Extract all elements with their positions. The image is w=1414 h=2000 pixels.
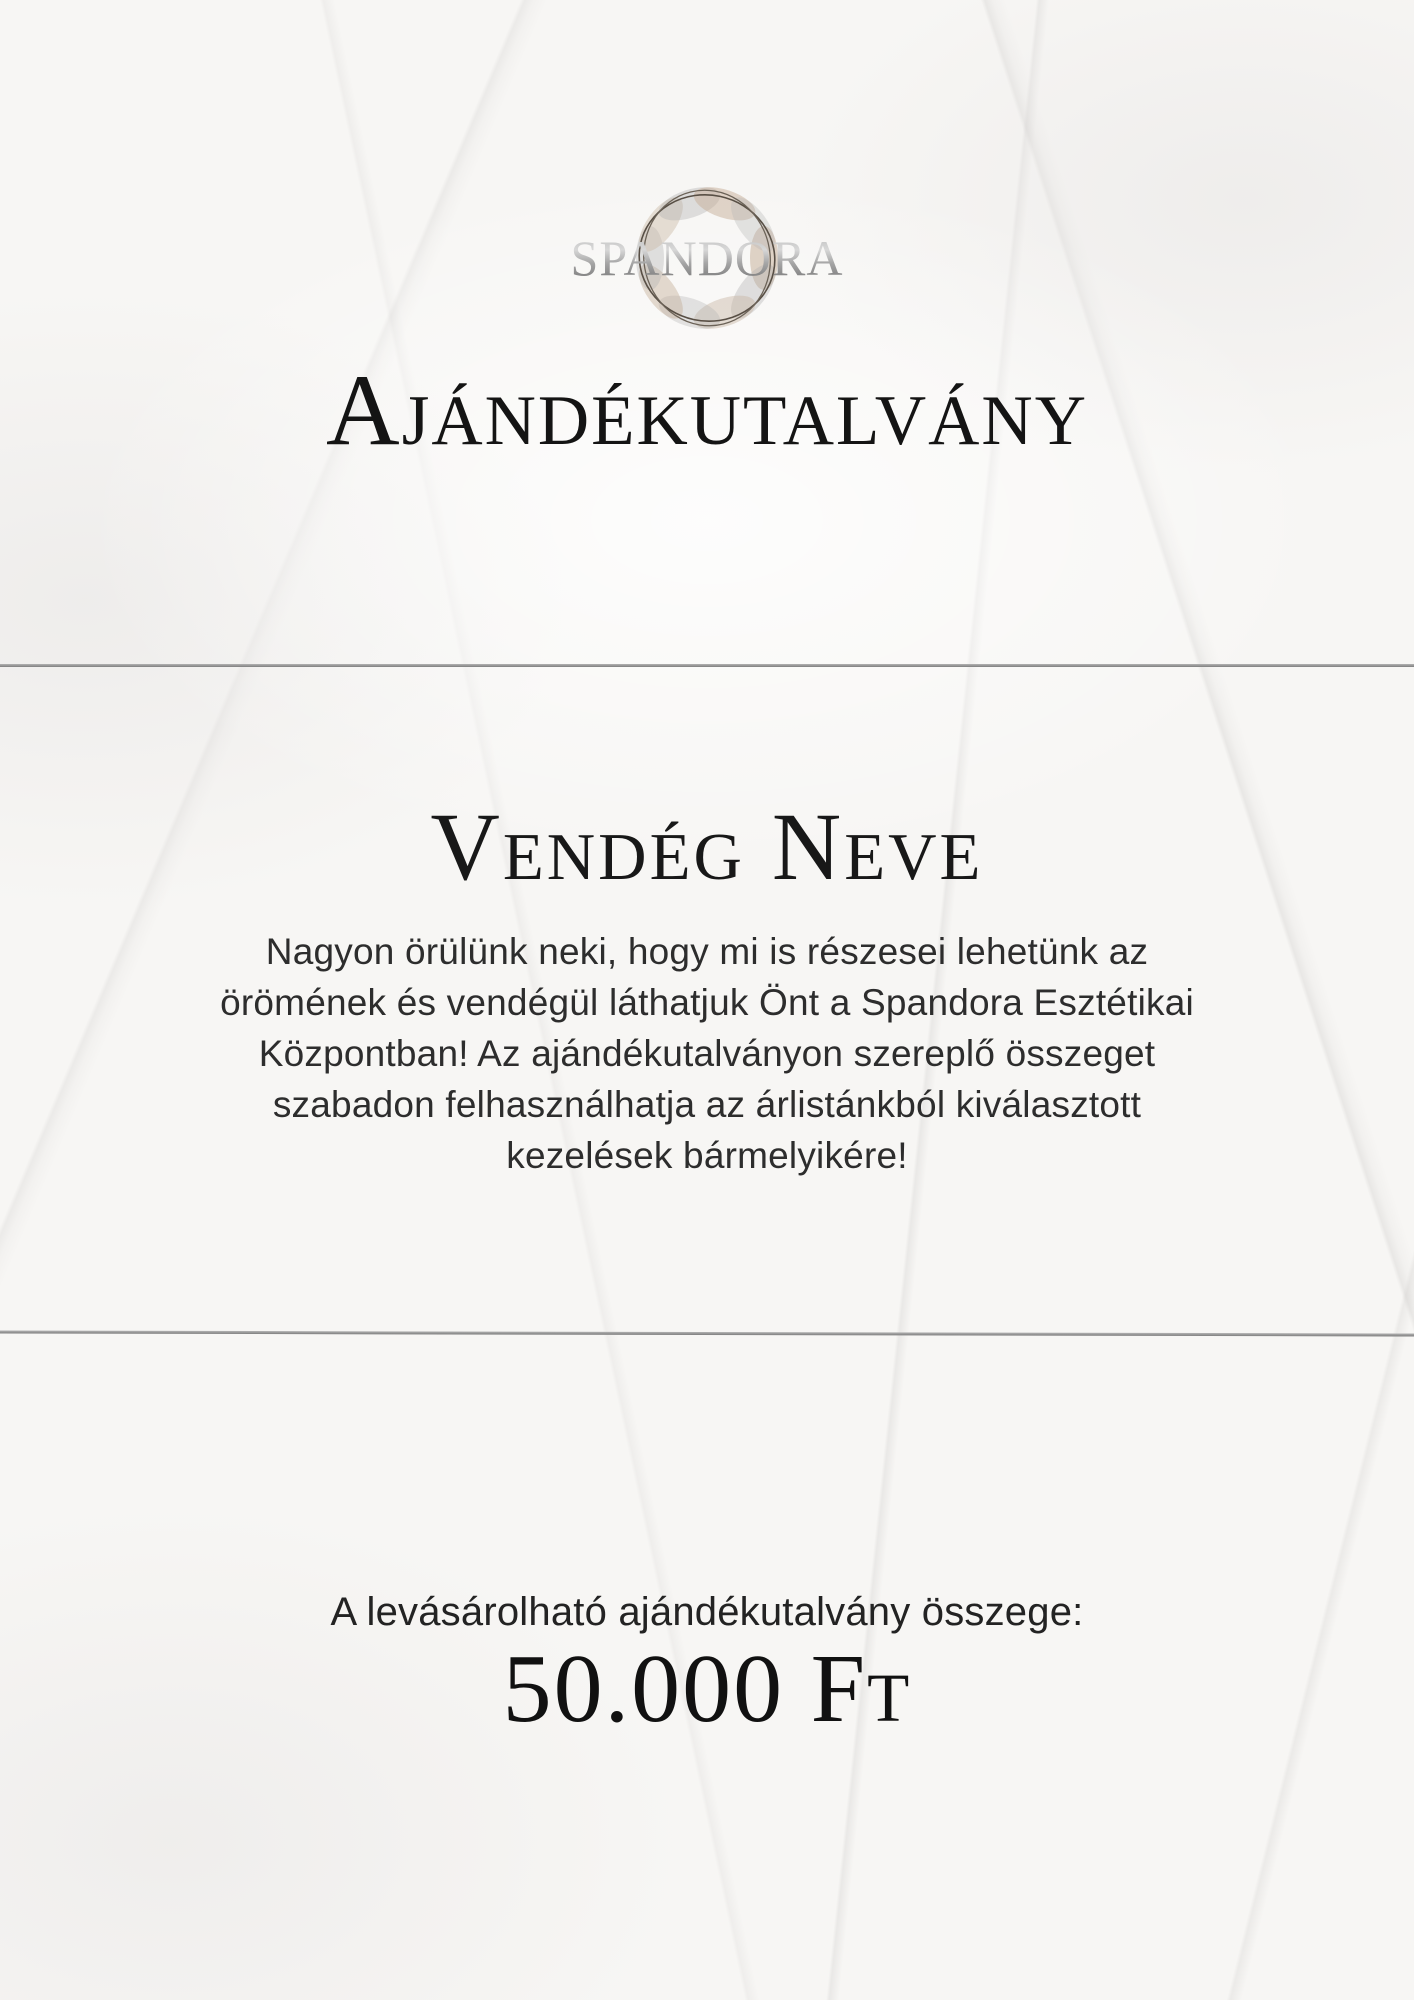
divider-top: [0, 664, 1414, 667]
amount-value: 50.000 Ft: [502, 1635, 912, 1743]
message-line: szabadon felhasználhatja az árlistánkból kiválasztott: [272, 1084, 1142, 1125]
logo-wreath-icon: [542, 163, 872, 358]
message-line: kezelések bármelyikére!: [506, 1135, 908, 1176]
voucher-title: Ajándékutalvány: [326, 354, 1088, 467]
message-line: Nagyon örülünk neki, hogy mi is részesei lehetünk az: [265, 931, 1149, 972]
voucher-message: [0, 926, 1414, 1181]
guest-name: Vendég Neve: [430, 793, 984, 900]
spandora-wordmark: SPANDORA: [570, 230, 844, 286]
message-line: örömének és vendégül láthatjuk Önt a Spandora Esztétikai: [220, 982, 1194, 1023]
message-line: Központban! Az ajándékutalványon szereplő összeget: [258, 1033, 1156, 1074]
amount-label: A levásárolható ajándékutalvány összege:: [330, 1590, 1084, 1634]
brand-logo: [542, 163, 872, 358]
divider-bottom: [0, 1331, 1414, 1337]
